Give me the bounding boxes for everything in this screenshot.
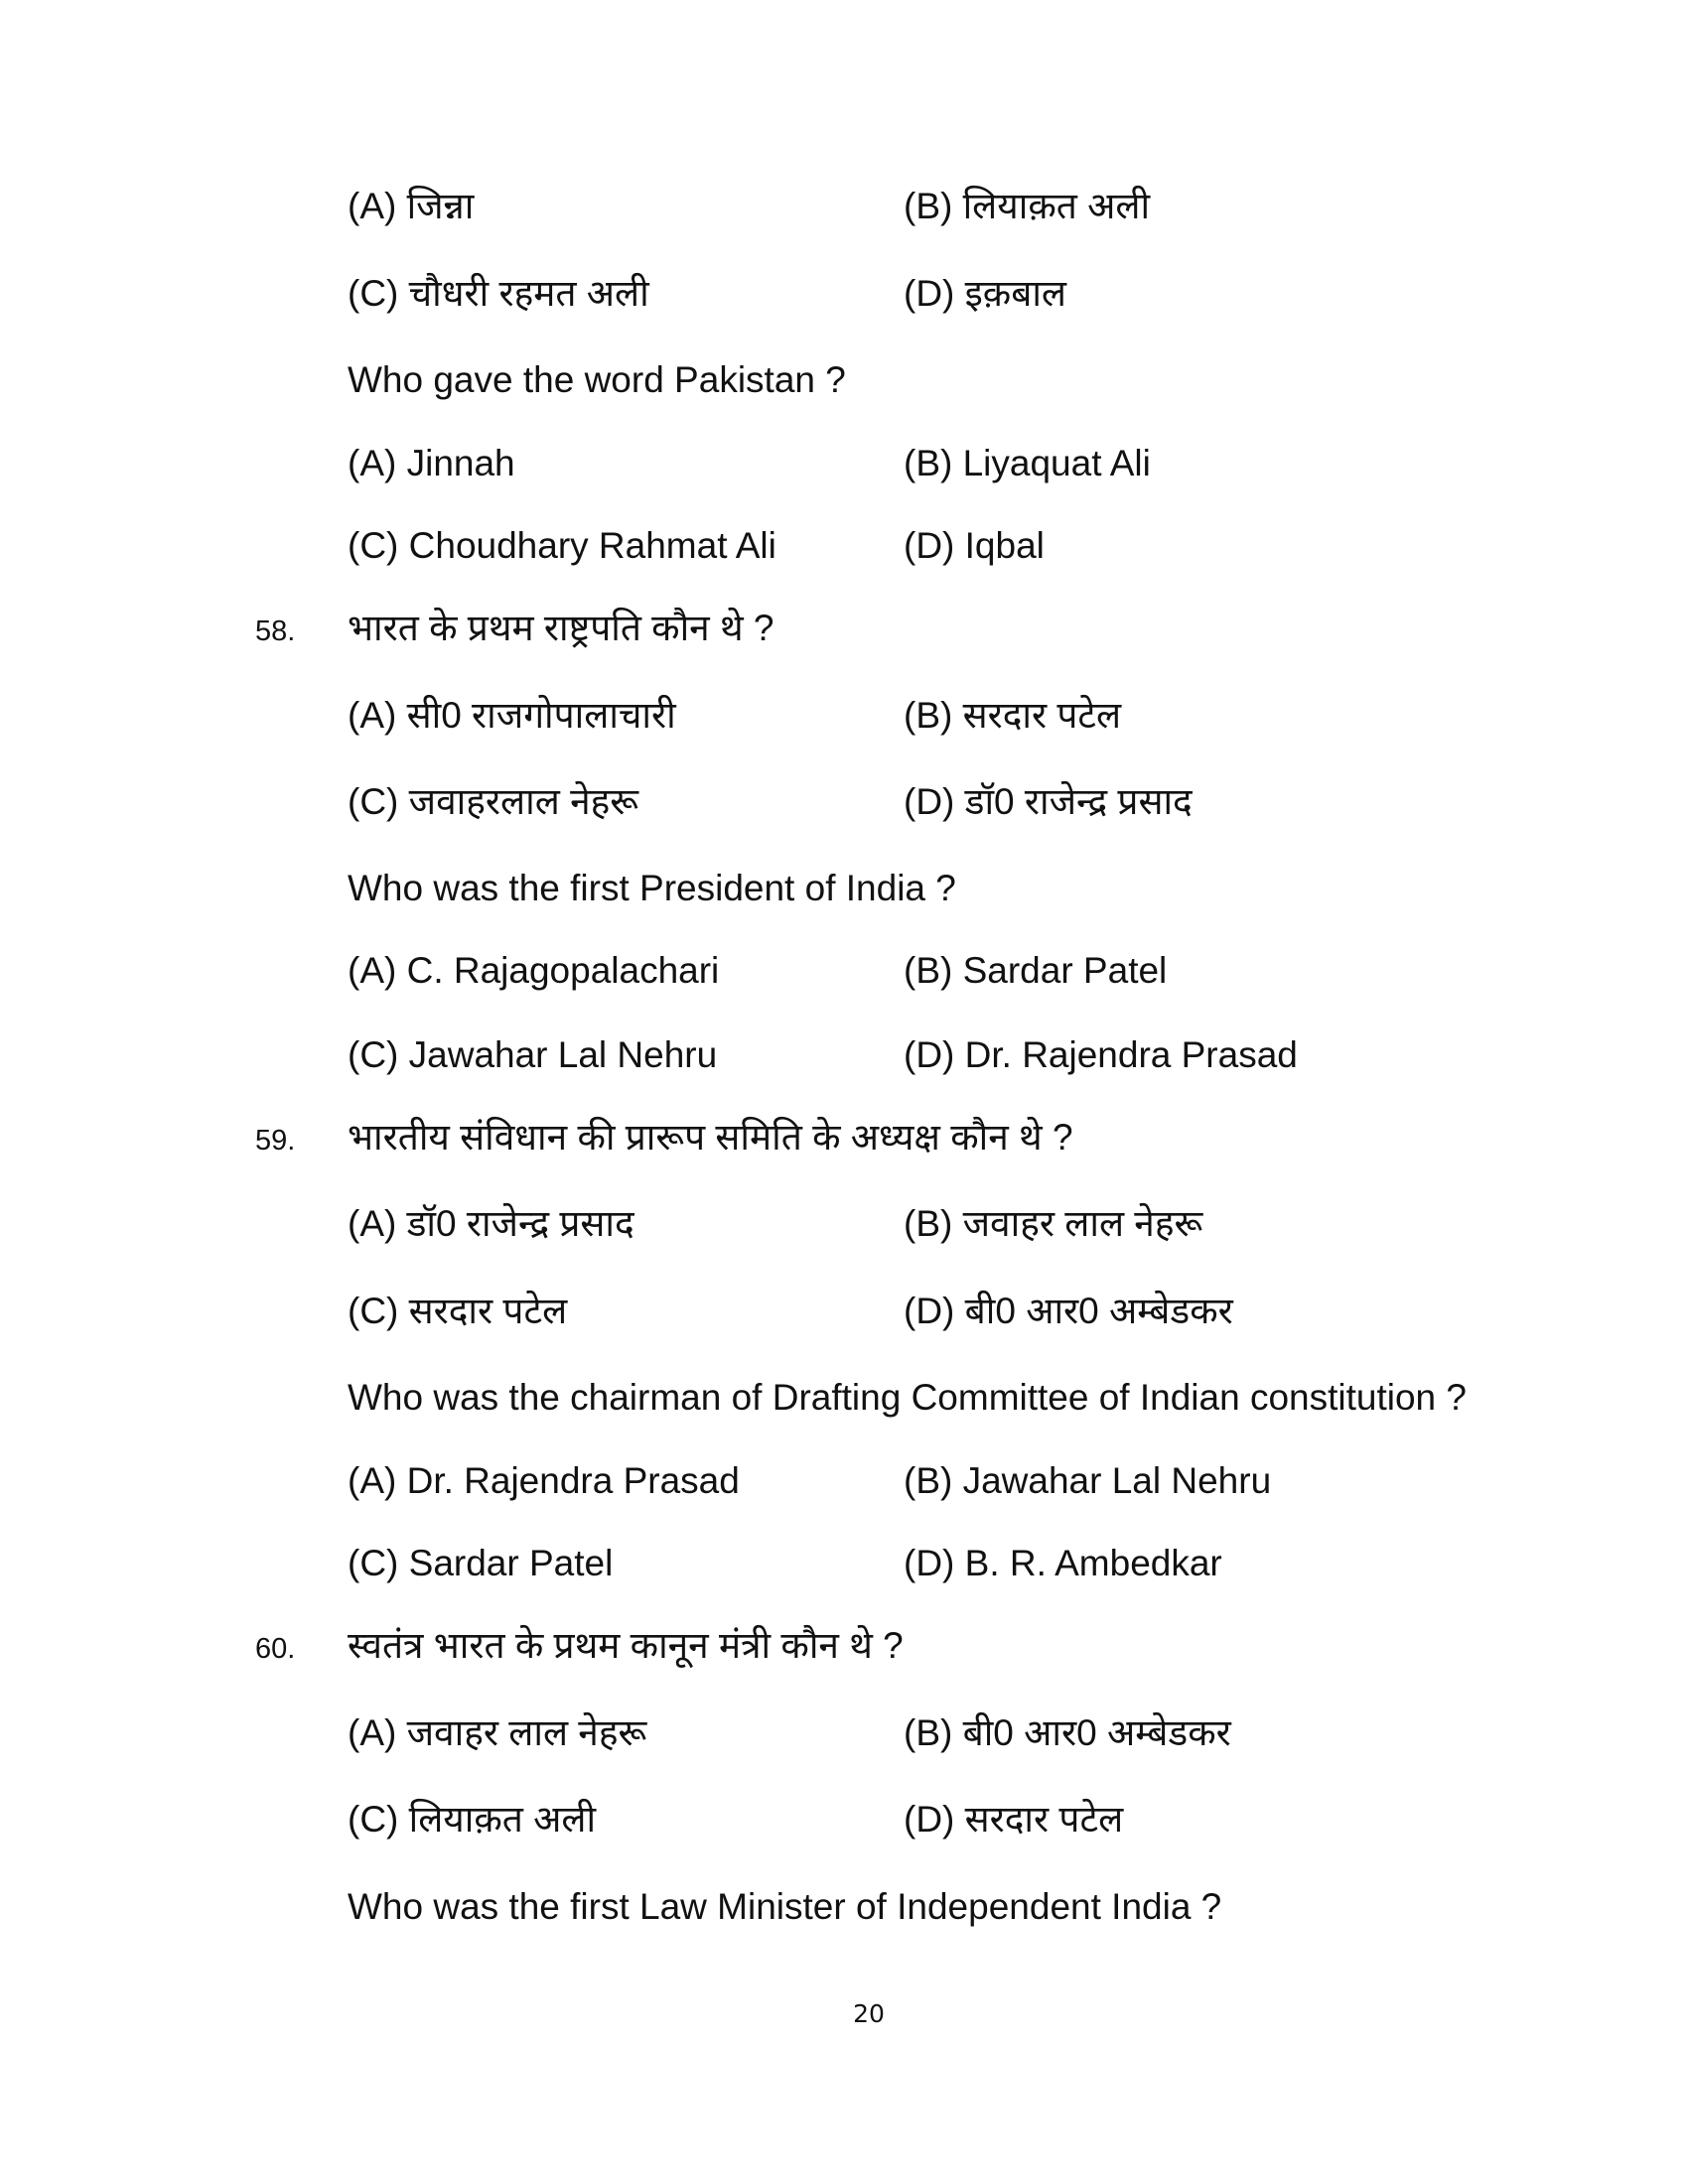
question-number: 58. bbox=[255, 615, 296, 647]
option-d-en: (D) B. R. Ambedkar bbox=[904, 1543, 1222, 1583]
option-a-en: (A) Dr. Rajendra Prasad bbox=[348, 1460, 740, 1501]
option-d-hi: (D) बी0 आर0 अम्बेडकर bbox=[904, 1291, 1233, 1331]
question-text-hi: भारत के प्रथम राष्ट्रपति कौन थे ? bbox=[348, 608, 774, 648]
option-a-hi: (A) जिन्ना bbox=[348, 186, 475, 226]
question-text-hi: भारतीय संविधान की प्रारूप समिति के अध्यक्ष कौन थे ? bbox=[348, 1117, 1073, 1158]
option-c-en: (C) Choudhary Rahmat Ali bbox=[348, 525, 776, 566]
option-b-hi: (B) जवाहर लाल नेहरू bbox=[904, 1203, 1203, 1244]
option-d-hi: (D) इक़बाल bbox=[904, 273, 1067, 314]
option-b-hi: (B) लियाक़त अली bbox=[904, 186, 1151, 226]
option-b-en: (B) Liyaquat Ali bbox=[904, 443, 1151, 483]
question-text-hi: स्वतंत्र भारत के प्रथम कानून मंत्री कौन थे ? bbox=[348, 1625, 904, 1666]
option-c-en: (C) Jawahar Lal Nehru bbox=[348, 1034, 718, 1075]
option-a-hi: (A) डॉ0 राजेन्द्र प्रसाद bbox=[348, 1203, 634, 1244]
option-b-hi: (B) सरदार पटेल bbox=[904, 695, 1122, 736]
option-c-hi: (C) जवाहरलाल नेहरू bbox=[348, 781, 638, 822]
option-b-en: (B) Sardar Patel bbox=[904, 950, 1168, 991]
question-text-en: Who was the chairman of Drafting Committee of Indian constitution ? bbox=[348, 1377, 1467, 1418]
question-text-en: Who was the first Law Minister of Independent India ? bbox=[348, 1886, 1222, 1927]
option-a-hi: (A) सी0 राजगोपालाचारी bbox=[348, 695, 676, 736]
option-a-en: (A) Jinnah bbox=[348, 443, 515, 483]
option-d-hi: (D) डॉ0 राजेन्द्र प्रसाद bbox=[904, 781, 1193, 822]
question-text-en: Who was the first President of India ? bbox=[348, 868, 956, 908]
question-text-en: Who gave the word Pakistan ? bbox=[348, 359, 846, 400]
question-number: 60. bbox=[255, 1633, 296, 1665]
option-d-en: (D) Dr. Rajendra Prasad bbox=[904, 1034, 1298, 1075]
option-a-hi: (A) जवाहर लाल नेहरू bbox=[348, 1712, 647, 1753]
option-d-hi: (D) सरदार पटेल bbox=[904, 1799, 1124, 1840]
option-c-en: (C) Sardar Patel bbox=[348, 1543, 614, 1583]
option-b-hi: (B) बी0 आर0 अम्बेडकर bbox=[904, 1712, 1231, 1753]
question-number: 59. bbox=[255, 1125, 296, 1157]
option-a-en: (A) C. Rajagopalachari bbox=[348, 950, 720, 991]
option-c-hi: (C) लियाक़त अली bbox=[348, 1799, 597, 1840]
option-c-hi: (C) सरदार पटेल bbox=[348, 1291, 568, 1331]
option-d-en: (D) Iqbal bbox=[904, 525, 1045, 566]
option-c-hi: (C) चौधरी रहमत अली bbox=[348, 273, 649, 314]
page-number: 20 bbox=[853, 1999, 885, 2028]
option-b-en: (B) Jawahar Lal Nehru bbox=[904, 1460, 1272, 1501]
